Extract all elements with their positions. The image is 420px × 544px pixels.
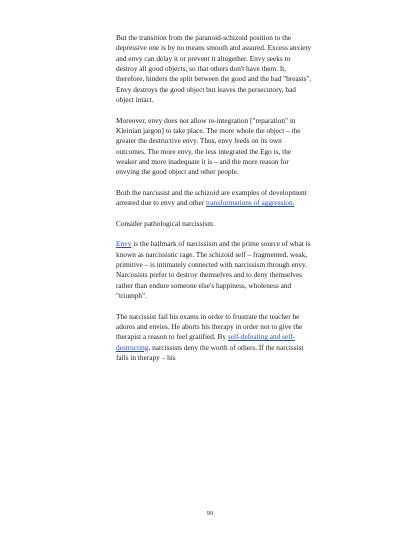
link-self-defeating[interactable]: self-defeating and self-destructing <box>116 332 296 352</box>
text-run: But the transition from the paranoid-schizoid position to the depressive one is by no means smooth and assured. Excess anxiety and envy can delay it or prevent it altogether. Envy seeks to destroy all good objects, so that others don't have them. It, therefore, hinders the split between the good and the bad "breasts". Envy destroys the good object but leaves the persecutory, bad object intact. <box>116 33 312 105</box>
paragraph <box>116 219 312 229</box>
paragraph <box>116 188 312 209</box>
paragraph <box>116 33 312 105</box>
link-envy[interactable]: Envy <box>116 239 132 249</box>
page-number: 99 <box>206 510 214 517</box>
text-run: , narcissists deny the worth of others. If the narcissist fails in therapy – his <box>116 342 304 362</box>
paragraph <box>116 116 312 178</box>
paragraph <box>116 239 312 301</box>
text-run: Consider pathological narcissism. <box>116 218 215 228</box>
text-run: Both the narcissist and the schizoid are examples of development arrested due to envy and other <box>116 187 307 208</box>
paragraph <box>116 312 312 364</box>
body-text <box>116 33 312 373</box>
text-run: is the hallmark of narcissism and the prime source of what is known as narcissistic rage. The schizoid self – fragmented, weak, primitive – is intimately connected with narcissism through envy. Narcissists prefer to destroy themselves and to deny themselves rather than endure someone else's happiness, wholeness and "triumph". <box>116 239 311 300</box>
text-run: Moreover, envy does not allow re-integration ["reparation" in Kleinian jargon] to take place. The more whole the object – the greater the destructive envy. Thus, envy feeds on its own outcomes. The more envy, the less integrated the Ego is, the weaker and more inadequate it is – and the more reason for envying the good object and other people. <box>116 115 301 177</box>
link-transformations-of-aggression[interactable]: transformations of aggression. <box>205 198 295 208</box>
text-run: The narcissist fail his exams in order to frustrate the teacher he adores and envies. He aborts his therapy in order not to give the therapist a reason to feel gratified. By <box>116 311 303 342</box>
